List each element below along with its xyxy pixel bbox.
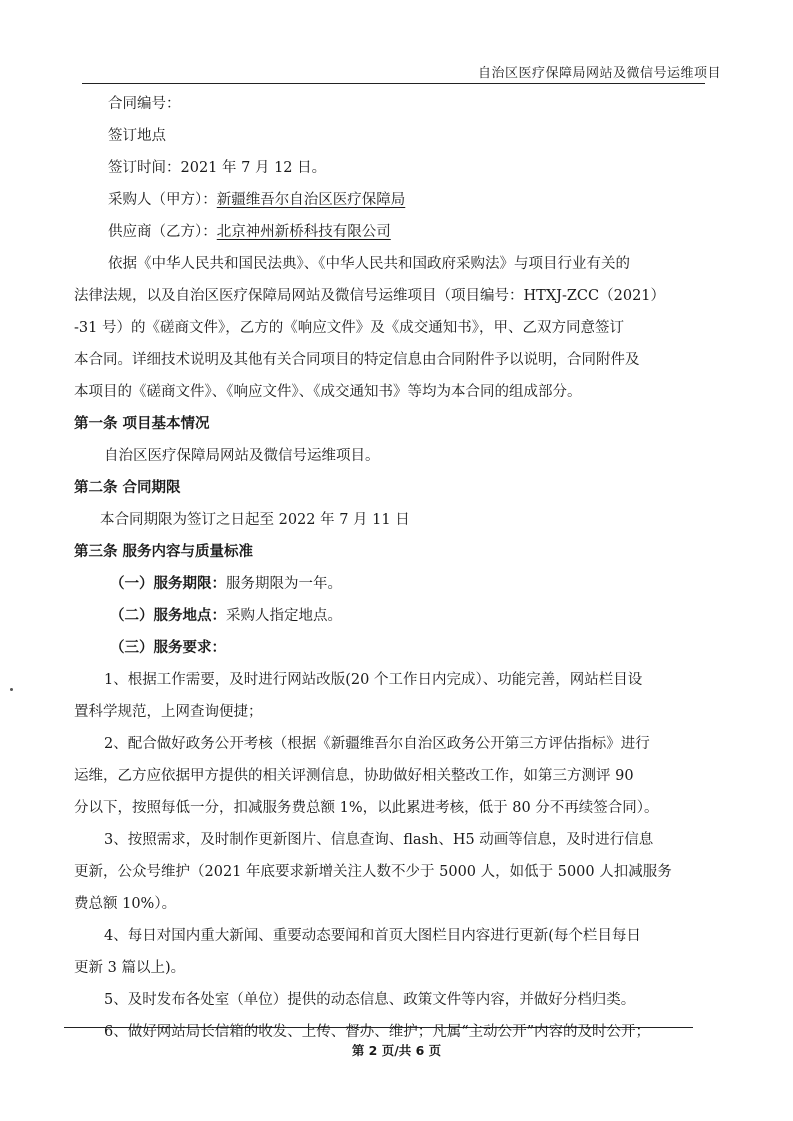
requirement-2-cont: 分以下，按照每低一分，扣减服务费总额 1%，以此累进考核，低于 80 分不再续签合同）。 [74,800,659,816]
signing-time: 签订时间：2021 年 7 月 12 日。 [108,160,327,176]
intro-line: 本合同。详细技术说明及其他有关合同项目的特定信息由合同附件予以说明，合同附件及 [74,352,640,368]
requirement-6: 6、做好网站局长信箱的收发、上传、督办、维护；凡属“主动公开”内容的及时公开； [104,1024,651,1040]
article2-title: 第二条 合同期限 [74,480,181,496]
page-number: 第 2 页/共 6 页 [351,1043,442,1058]
requirement-3-cont: 费总额 10%）。 [74,896,177,912]
requirement-5: 5、及时发布各处室（单位）提供的动态信息、政策文件等内容，并做好分档归类。 [104,992,636,1008]
requirement-1: 1、根据工作需要，及时进行网站改版(20 个工作日内完成）、功能完善，网站栏目设 [104,672,643,688]
scan-speck [10,688,13,691]
service-period-text: 服务期限为一年。 [226,576,342,592]
article3-title: 第三条 服务内容与质量标准 [74,544,254,560]
buyer-label: 采购人（甲方）： [108,192,217,208]
requirement-2: 2、配合做好政务公开考核（根据《新疆维吾尔自治区政务公开第三方评估指标》进行 [104,736,650,752]
document-body [74,88,704,1048]
supplier-value: 北京神州新桥科技有限公司 [216,224,391,240]
signing-place: 签订地点 [108,128,166,144]
article1-text: 自治区医疗保障局网站及微信号运维项目。 [104,448,380,464]
requirement-1-cont: 置科学规范，上网查询便捷； [74,704,263,720]
supplier-label: 供应商（乙方）： [108,224,217,240]
intro-line: 法律法规，以及自治区医疗保障局网站及微信号运维项目（项目编号：HTXJ-ZCC（2021） [74,288,666,304]
footer-divider [64,1027,693,1028]
intro-line: -31 号）的《磋商文件》，乙方的《响应文件》及《成交通知书》，甲、乙双方同意签订 [74,320,624,336]
service-period-label: （一）服务期限： [110,576,226,592]
header-divider [82,83,705,84]
article2-text: 本合同期限为签订之日起至 2022 年 7 月 11 日 [100,512,410,528]
requirement-2-cont: 运维，乙方应依据甲方提供的相关评测信息，协助做好相关整改工作，如第三方测评 90 [74,768,634,784]
service-place-text: 采购人指定地点。 [226,608,342,624]
service-requirements-label: （三）服务要求： [110,640,226,656]
buyer-value: 新疆维吾尔自治区医疗保障局 [216,192,406,208]
service-place-label: （二）服务地点： [110,608,226,624]
buyer-line [74,184,704,216]
service-place [74,600,704,632]
header-title: 自治区医疗保障局网站及微信号运维项目 [477,66,721,81]
requirement-4-cont: 更新 3 篇以上)。 [74,960,186,976]
requirement-4: 4、每日对国内重大新闻、重要动态要闻和首页大图栏目内容进行更新(每个栏目每日 [104,928,641,944]
contract-number: 合同编号： [108,96,181,112]
intro-line: 依据《中华人民共和国民法典》、《中华人民共和国政府采购法》与项目行业有关的 [108,256,630,272]
article1-title: 第一条 项目基本情况 [74,416,210,432]
requirement-3: 3、按照需求，及时制作更新图片、信息查询、flash、H5 动画等信息，及时进行信息 [104,832,654,848]
intro-line: 本项目的《磋商文件》、《响应文件》、《成交通知书》等均为本合同的组成部分。 [74,384,582,400]
supplier-line [74,216,704,248]
requirement-3-cont: 更新，公众号维护（2021 年底要求新增关注人数不少于 5000 人，如低于 5000 人扣减服务 [74,864,672,880]
service-period [74,568,704,600]
